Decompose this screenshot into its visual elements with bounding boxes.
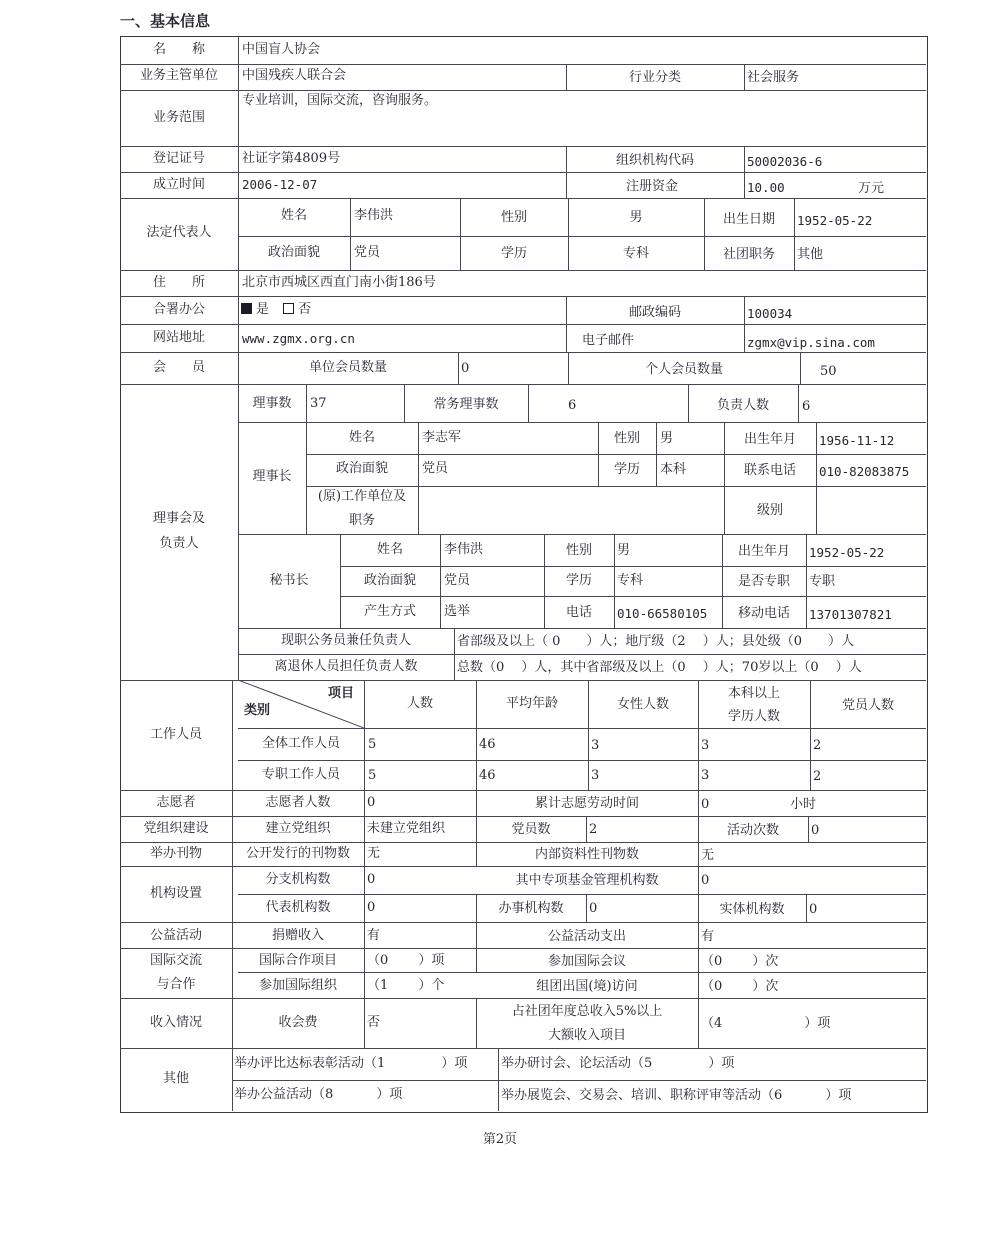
sec-fulltime-value: 专职: [809, 574, 836, 589]
chair-name-label: 姓名: [348, 430, 375, 445]
chair-gender-label: 性别: [613, 431, 640, 446]
coop-label: 国际合作项目: [258, 953, 337, 968]
party-built-label: 建立党组织: [265, 821, 331, 836]
founded-value: 2006-12-07: [242, 177, 318, 192]
rep-birth-label: 出生日期: [722, 212, 775, 227]
sec-name-label: 姓名: [376, 542, 403, 557]
industry-label: 行业分类: [628, 70, 681, 85]
supervisor-value: 中国残疾人联合会: [242, 68, 347, 83]
org-code-label: 组织机构代码: [615, 153, 694, 168]
orgs-label: 参加国际组织: [258, 978, 337, 993]
industry-value: 社会服务: [747, 70, 800, 85]
retired-label: 离退休人员担任负责人数: [274, 659, 418, 674]
council-label-2: 负责人: [159, 536, 199, 551]
income-label: 收入情况: [149, 1015, 202, 1030]
staff-header-female: 女性人数: [616, 697, 669, 712]
web-value: www.zgmx.org.cn: [242, 331, 355, 346]
intl-label-1: 国际交流: [149, 953, 202, 968]
rep-politics-label: 政治面貌: [267, 245, 320, 260]
retired-value: 总数（0 ）人，其中省部级及以上（0 ）人；70岁以上（0 ）人: [457, 660, 862, 675]
sec-fulltime-label: 是否专职: [737, 574, 790, 589]
chair-name-value: 李志军: [422, 430, 462, 445]
sec-politics-label: 政治面貌: [363, 573, 416, 588]
staff-row-label: 全体工作人员: [261, 736, 340, 751]
party-built-value: 未建立党组织: [367, 821, 446, 836]
staff-header-degree-1: 本科以上: [727, 686, 780, 701]
chair-edu-value: 本科: [660, 462, 687, 477]
staff-cell: 46: [479, 768, 496, 783]
staff-cell: 5: [368, 737, 377, 752]
rep-post-label: 社团职务: [722, 247, 775, 262]
volunteer-hours-unit: 小时: [790, 797, 817, 812]
sec-birth-value: 1952-05-22: [809, 545, 885, 560]
office-yes-label: 是: [256, 302, 270, 317]
secretary-label: 秘书长: [269, 573, 309, 588]
sec-mobile-label: 移动电话: [737, 606, 790, 621]
internal-pubs-value: 无: [701, 848, 715, 863]
standing-label: 常务理事数: [433, 397, 499, 412]
rep-office-label: 代表机构数: [265, 900, 331, 915]
sec-gender-label: 性别: [565, 543, 592, 558]
rep-politics-value: 党员: [354, 245, 381, 260]
orgs-value: （1 ）个: [367, 978, 445, 993]
office-options: [241, 302, 311, 318]
visit-value: （0 ）次: [701, 979, 779, 994]
founded-label: 成立时间: [152, 177, 205, 192]
chair-edu-label: 学历: [613, 462, 640, 477]
staff-cell: 46: [479, 737, 496, 752]
rep-post-value: 其他: [797, 247, 824, 262]
rep-name-value: 李伟洪: [354, 208, 394, 223]
chair-phone-value: 010-82083875: [819, 464, 910, 479]
forum-activity: 举办研讨会、论坛活动（5 ）项: [501, 1056, 735, 1071]
rep-office-value: 0: [367, 900, 376, 915]
other-label: 其他: [162, 1071, 189, 1086]
public-pubs-label: 公开发行的刊物数: [245, 846, 350, 861]
volunteer-count-value: 0: [367, 795, 376, 810]
corner-item: 项目: [328, 686, 355, 701]
fee-value: 否: [367, 1015, 381, 1030]
award-activity: 举办评比达标表彰活动（1 ）项: [234, 1056, 468, 1071]
address-value: 北京市西城区西直门南小街186号: [242, 275, 436, 290]
internal-pubs-label: 内部资料性刊物数: [534, 847, 639, 862]
chair-politics-label: 政治面貌: [335, 461, 388, 476]
donation-value: 有: [367, 928, 381, 943]
publications-label: 举办刊物: [149, 846, 202, 861]
sec-gender-value: 男: [617, 543, 631, 558]
public-pubs-value: 无: [367, 846, 381, 861]
chair-gender-value: 男: [660, 431, 674, 446]
unit-members-value: 0: [461, 361, 470, 376]
rep-edu-value: 专科: [622, 246, 649, 261]
chair-birth-label: 出生年月: [743, 432, 796, 447]
rep-gender-label: 性别: [500, 210, 527, 225]
sec-politics-value: 党员: [444, 573, 471, 588]
rep-birth-value: 1952-05-22: [797, 213, 873, 228]
visit-label: 组团出国(境)访问: [536, 979, 638, 994]
coop-value: （0 ）项: [367, 953, 445, 968]
office-no-label: 否: [298, 302, 312, 317]
big-income-value: （4 ）项: [701, 1016, 831, 1031]
chair-politics-value: 党员: [422, 461, 449, 476]
org-setup-label: 机构设置: [149, 886, 202, 901]
sec-method-value: 选举: [444, 604, 471, 619]
directors-label: 理事数: [252, 396, 292, 411]
members-label: 会 员: [152, 360, 205, 375]
staff-row-label: 专职工作人员: [261, 767, 340, 782]
intl-label-2: 与合作: [156, 977, 196, 992]
capital-label: 注册资金: [626, 179, 679, 194]
admin-office-label: 办事机构数: [498, 901, 564, 916]
sec-phone-value: 010-66580105: [617, 606, 708, 621]
chair-label: 理事长: [252, 469, 292, 484]
volunteer-hours-value: 0: [701, 797, 710, 812]
fee-label: 收会费: [278, 1015, 318, 1030]
welfare-label: 公益活动: [149, 928, 202, 943]
staff-cell: 3: [591, 738, 600, 753]
entity-value: 0: [809, 902, 818, 917]
welfare-activity: 举办公益活动（8 ）项: [234, 1087, 403, 1102]
name-value: 中国盲人协会: [242, 42, 321, 57]
sec-name-value: 李伟洪: [444, 542, 484, 557]
leaders-value: 6: [802, 399, 811, 414]
scope-value: 专业培训，国际交流，咨询服务。: [242, 93, 438, 108]
corner-category: 类别: [244, 703, 271, 718]
party-label: 党组织建设: [143, 821, 209, 836]
volunteer-count-label: 志愿者人数: [265, 795, 331, 810]
chair-phone-label: 联系电话: [743, 463, 796, 478]
chair-work-label-1: (原)工作单位及: [317, 489, 407, 504]
big-income-label-1: 占社团年度总收入5%以上: [511, 1004, 663, 1019]
staff-cell: 2: [813, 738, 822, 753]
rep-name-label: 姓名: [280, 208, 307, 223]
person-members-label: 个人会员数量: [644, 362, 723, 377]
sec-edu-label: 学历: [565, 573, 592, 588]
branch-label: 分支机构数: [265, 872, 331, 887]
legal-rep-label: 法定代表人: [146, 225, 212, 240]
web-label: 网站地址: [152, 330, 205, 345]
admin-office-value: 0: [589, 901, 598, 916]
meeting-label: 参加国际会议: [547, 954, 626, 969]
party-activities-label: 活动次数: [726, 823, 779, 838]
party-members-label: 党员数: [511, 822, 551, 837]
rep-edu-label: 学历: [500, 246, 527, 261]
staff-cell: 3: [701, 738, 710, 753]
staff-cell: 3: [701, 768, 710, 783]
capital-unit: 万元: [858, 181, 885, 196]
expense-label: 公益活动支出: [547, 929, 626, 944]
civil-value: 省部级及以上（ 0 ）人；地厅级（2 ）人；县处级（0 ）人: [457, 634, 855, 649]
section-title: 一、基本信息: [120, 12, 211, 30]
civil-label: 现职公务员兼任负责人: [280, 633, 411, 648]
office-label: 合署办公: [152, 302, 205, 317]
page-number: 第2页: [482, 1132, 518, 1147]
postcode-value: 100034: [747, 306, 793, 321]
staff-cell: 3: [591, 768, 600, 783]
staff-label: 工作人员: [149, 727, 202, 742]
entity-label: 实体机构数: [719, 902, 785, 917]
chair-level-label: 级别: [756, 503, 783, 518]
supervisor-label: 业务主管单位: [139, 68, 218, 83]
fund-value: 0: [701, 873, 710, 888]
party-members-value: 2: [589, 822, 598, 837]
staff-header-count: 人数: [406, 696, 433, 711]
chair-birth-value: 1956-11-12: [819, 433, 895, 448]
rep-gender-value: 男: [629, 210, 643, 225]
checkbox-yes[interactable]: [241, 303, 252, 314]
leaders-label: 负责人数: [716, 398, 769, 413]
staff-cell: 2: [813, 769, 822, 784]
standing-value: 6: [568, 398, 577, 413]
address-label: 住 所: [152, 275, 205, 290]
staff-cell: 5: [368, 768, 377, 783]
fund-label: 其中专项基金管理机构数: [515, 873, 659, 888]
postcode-label: 邮政编码: [628, 305, 681, 320]
staff-header-age: 平均年龄: [505, 696, 558, 711]
person-members-value: 50: [820, 364, 837, 379]
reg-no-label: 登记证号: [152, 151, 205, 166]
expo-activity: 举办展览会、交易会、培训、职称评审等活动（6 ）项: [501, 1088, 852, 1103]
donation-label: 捐赠收入: [271, 928, 324, 943]
sec-birth-label: 出生年月: [737, 544, 790, 559]
checkbox-no[interactable]: [283, 303, 294, 314]
email-label: 电子邮件: [582, 333, 635, 348]
meeting-value: （0 ）次: [701, 954, 779, 969]
council-label-1: 理事会及: [152, 511, 205, 526]
branch-value: 0: [367, 872, 376, 887]
email-value: zgmx@vip.sina.com: [747, 335, 875, 350]
sec-edu-value: 专科: [617, 573, 644, 588]
directors-value: 37: [310, 396, 327, 411]
name-label: 名 称: [152, 42, 205, 57]
org-code-value: 50002036-6: [747, 154, 823, 169]
party-activities-value: 0: [811, 823, 820, 838]
volunteer-hours-label: 累计志愿劳动时间: [534, 796, 639, 811]
unit-members-label: 单位会员数量: [308, 360, 387, 375]
volunteer-label: 志愿者: [156, 795, 196, 810]
big-income-label-2: 大额收入项目: [547, 1028, 626, 1043]
chair-work-label-2: 职务: [348, 513, 375, 528]
reg-no-value: 社证字第4809号: [242, 151, 341, 166]
expense-value: 有: [701, 929, 715, 944]
staff-header-party: 党员人数: [841, 698, 894, 713]
sec-mobile-value: 13701307821: [809, 607, 892, 622]
sec-method-label: 产生方式: [363, 604, 416, 619]
capital-value: 10.00: [747, 180, 785, 195]
staff-header-degree-2: 学历人数: [727, 709, 780, 724]
scope-label: 业务范围: [152, 110, 205, 125]
sec-phone-label: 电话: [565, 605, 592, 620]
